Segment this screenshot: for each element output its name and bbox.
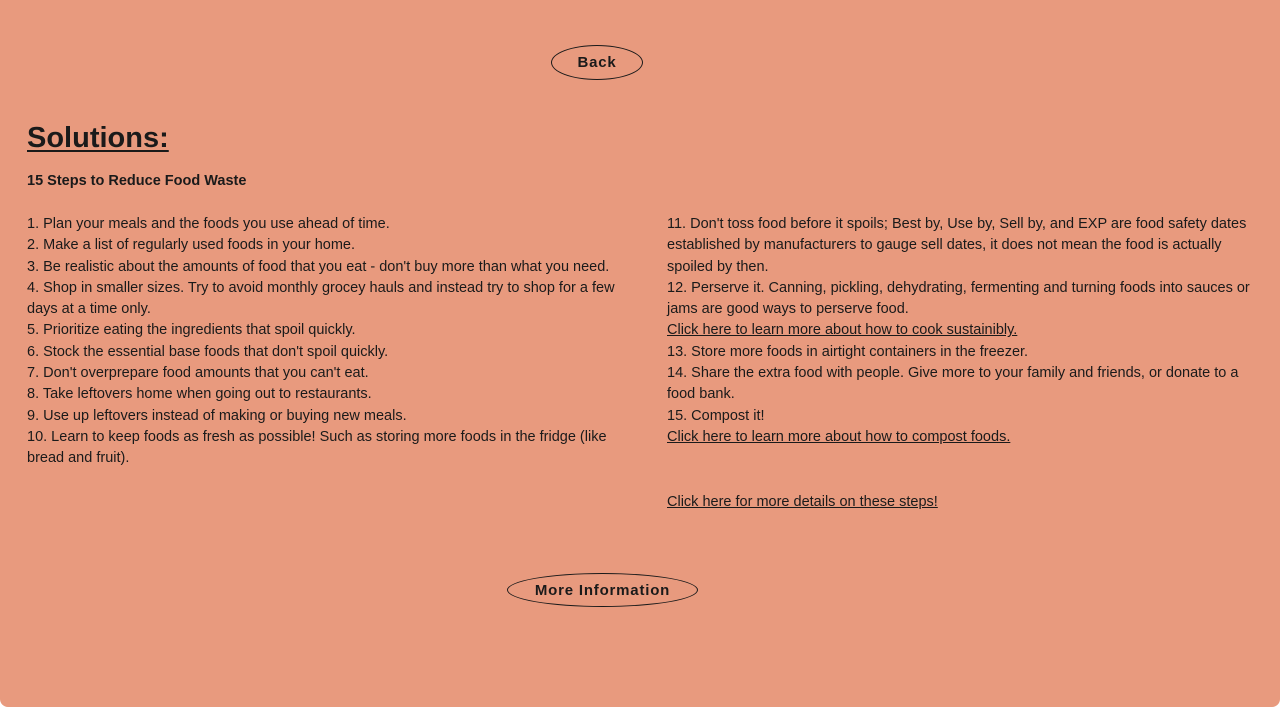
step-4: 4. Shop in smaller sizes. Try to avoid monthly grocey hauls and instead try to shop for a few days at a time only. <box>27 279 615 318</box>
back-button[interactable]: Back <box>551 45 643 80</box>
more-information-button[interactable]: More Information <box>507 573 698 607</box>
step-9: 9. Use up leftovers instead of making or buying new meals. <box>27 407 407 424</box>
more-details-link[interactable]: Click here for more details on these steps! <box>667 494 938 510</box>
step-7: 7. Don't overprepare food amounts that you can't eat. <box>27 365 369 382</box>
step-15: 15. Compost it! <box>667 407 765 424</box>
step-3: 3. Be realistic about the amounts of food that you eat - don't buy more than what you need. <box>27 258 610 275</box>
page-title: Solutions: <box>27 122 169 154</box>
step-13: 13. Store more foods in airtight containers in the freezer. <box>667 343 1029 360</box>
step-6: 6. Stock the essential base foods that don't spoil quickly. <box>27 343 389 360</box>
cook-sustainably-link[interactable]: Click here to learn more about how to cook sustainibly. <box>667 322 1018 339</box>
step-8: 8. Take leftovers home when going out to restaurants. <box>27 386 372 403</box>
step-10: 10. Learn to keep foods as fresh as possible! Such as storing more foods in the fridge (like bread and fruit). <box>27 428 607 467</box>
step-2: 2. Make a list of regularly used foods in your home. <box>27 237 356 254</box>
step-12: 12. Perserve it. Canning, pickling, dehydrating, fermenting and turning foods into sauces or jams are good ways to perserve food. <box>667 279 1250 318</box>
step-11: 11. Don't toss food before it spoils; Best by, Use by, Sell by, and EXP are food safety dates established by manufacturers to gauge sell dates, it does not mean the food is actually spoiled by then. <box>667 216 1247 275</box>
step-5: 5. Prioritize eating the ingredients that spoil quickly. <box>27 322 356 339</box>
steps-subheading: 15 Steps to Reduce Food Waste <box>27 173 247 189</box>
compost-foods-link[interactable]: Click here to learn more about how to compost foods. <box>667 428 1011 445</box>
steps-right-column <box>667 214 1267 448</box>
step-14: 14. Share the extra food with people. Give more to your family and friends, or donate to a food bank. <box>667 365 1239 403</box>
steps-left-column <box>27 214 642 470</box>
step-1: 1. Plan your meals and the foods you use ahead of time. <box>27 216 390 232</box>
